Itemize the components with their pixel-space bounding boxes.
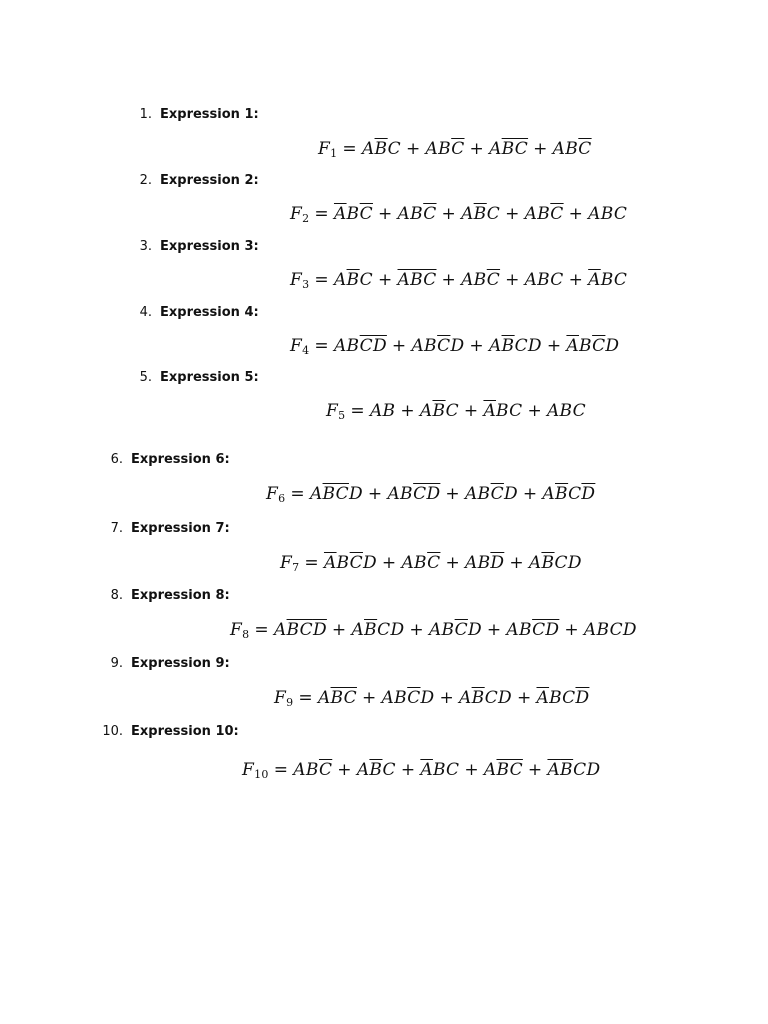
- variable: A: [464, 484, 478, 504]
- variable: A: [459, 688, 472, 708]
- formula-subscript: 3: [302, 278, 310, 291]
- formula-subscript: 8: [242, 628, 250, 641]
- complemented-variable: $\overline{C}$: [486, 270, 501, 290]
- formula-term: [588, 270, 627, 290]
- variable: A: [461, 204, 474, 224]
- variable: CD: [484, 688, 512, 708]
- variable: B: [424, 336, 438, 356]
- variable: D: [503, 484, 518, 504]
- item-number: 1.: [139, 107, 152, 122]
- complemented-variable: $\overline{CD}$: [413, 484, 441, 504]
- plus-sign: +: [509, 553, 524, 573]
- item-title: Expression 1:: [160, 107, 259, 122]
- plus-sign: +: [516, 688, 532, 708]
- item-title: Expression 3:: [160, 239, 259, 254]
- variable: B: [537, 204, 551, 224]
- equals-sign: =: [314, 336, 329, 356]
- variable: A: [356, 760, 370, 780]
- plus-sign: +: [505, 270, 520, 290]
- formula-lhs: $F_1$: [318, 139, 338, 160]
- equals-sign: =: [273, 760, 289, 780]
- formula-lhs: $F_{10}$: [242, 760, 269, 781]
- variable: A: [483, 760, 497, 780]
- plus-sign: +: [445, 484, 460, 504]
- equals-sign: =: [298, 688, 313, 708]
- variable: D: [450, 336, 465, 356]
- plus-sign: +: [469, 336, 484, 356]
- boolean-formula-3: [290, 269, 627, 291]
- formula-term: [420, 760, 459, 780]
- formula-subscript: 4: [302, 344, 310, 357]
- complemented-variable: $\overline{D}$: [581, 484, 596, 504]
- variable: B: [579, 336, 593, 356]
- formula-term: [525, 270, 564, 290]
- plus-sign: +: [527, 760, 543, 780]
- expression-label-3: [128, 239, 259, 255]
- variable: A: [273, 620, 287, 640]
- formula-term: [274, 620, 327, 640]
- variable: C: [568, 484, 582, 504]
- item-number: 8.: [110, 588, 123, 603]
- variable: B: [336, 553, 350, 573]
- complemented-variable: $\overline{A}$: [420, 760, 433, 780]
- variable: A: [524, 204, 538, 224]
- expression-label-4: [128, 305, 259, 321]
- variable: A: [333, 270, 347, 290]
- complemented-variable: $\overline{B}$: [374, 139, 388, 159]
- variable: A: [465, 553, 478, 573]
- item-number: 2.: [139, 173, 152, 188]
- item-title: Expression 6:: [131, 452, 230, 467]
- complemented-variable: $\overline{BC}$: [501, 139, 529, 159]
- variable: B: [414, 553, 428, 573]
- formula-term: [398, 204, 437, 224]
- complemented-variable: $\overline{C}$: [437, 336, 451, 356]
- complemented-variable: $\overline{A}$: [588, 270, 601, 290]
- variable: ABC: [524, 270, 564, 290]
- plus-sign: +: [409, 620, 424, 640]
- boolean-formula-6: [266, 483, 595, 505]
- item-number: 6.: [110, 452, 123, 467]
- formula-term: [529, 553, 582, 573]
- variable: BC: [549, 688, 576, 708]
- formula-term: [362, 139, 401, 159]
- plus-sign: +: [361, 688, 377, 708]
- formula-term: [536, 688, 589, 708]
- formula-term: [334, 270, 373, 290]
- variable: A: [461, 270, 474, 290]
- item-title: Expression 5:: [160, 370, 259, 385]
- expression-label-6: [99, 452, 230, 468]
- variable: A: [309, 484, 323, 504]
- plus-sign: +: [527, 401, 542, 421]
- equals-sign: =: [342, 139, 357, 159]
- variable: C: [445, 401, 459, 421]
- item-title: Expression 4:: [160, 305, 259, 320]
- formula-term: [351, 620, 404, 640]
- complemented-variable: $\overline{C}$: [490, 484, 504, 504]
- expression-label-10: [99, 724, 239, 740]
- variable: A: [293, 760, 306, 780]
- variable: BC: [600, 270, 628, 290]
- variable: C: [486, 204, 501, 224]
- complemented-variable: $\overline{C}$: [592, 336, 606, 356]
- plus-sign: +: [337, 760, 352, 780]
- boolean-formula-1: [318, 138, 592, 160]
- complemented-variable: $\overline{D}$: [575, 688, 590, 708]
- formula-term: [411, 336, 464, 356]
- formula-lhs: $F_5$: [326, 401, 346, 422]
- complemented-variable: $\overline{A}$: [323, 553, 337, 573]
- complemented-variable: $\overline{B}$: [346, 270, 360, 290]
- variable: B: [441, 620, 455, 640]
- equals-sign: =: [290, 484, 305, 504]
- complemented-variable: $\overline{B}$: [473, 204, 487, 224]
- formula-term: [542, 484, 595, 504]
- complemented-variable: $\overline{A}$: [483, 401, 497, 421]
- formula-term: [461, 204, 500, 224]
- variable: A: [528, 553, 542, 573]
- item-title: Expression 9:: [131, 656, 230, 671]
- formula-term: [566, 336, 619, 356]
- formula-term: [489, 336, 542, 356]
- formula-term: [401, 553, 440, 573]
- complemented-variable: $\overline{CD}$: [359, 336, 387, 356]
- formula-term: [370, 401, 395, 421]
- expression-label-2: [128, 173, 259, 189]
- expression-label-7: [99, 521, 230, 537]
- variable: AB: [387, 484, 414, 504]
- item-number: 5.: [139, 370, 152, 385]
- variable: AB: [333, 336, 360, 356]
- formula-term: [465, 484, 518, 504]
- variable: A: [489, 139, 502, 159]
- complemented-variable: $\overline{B}$: [471, 688, 485, 708]
- equals-sign: =: [314, 270, 329, 290]
- complemented-variable: $\overline{A}$: [566, 336, 579, 356]
- complemented-variable: $\overline{C}$: [359, 204, 373, 224]
- variable: A: [397, 204, 411, 224]
- plus-sign: +: [445, 553, 460, 573]
- complemented-variable: $\overline{C}$: [407, 688, 421, 708]
- formula-subscript: 1: [330, 147, 338, 160]
- formula-subscript: 7: [292, 561, 300, 574]
- variable: B: [305, 760, 319, 780]
- variable: A: [488, 336, 502, 356]
- variable: B: [438, 139, 452, 159]
- formula-term: [465, 553, 504, 573]
- boolean-formula-7: [280, 552, 582, 574]
- variable: BC: [496, 401, 523, 421]
- plus-sign: +: [441, 270, 457, 290]
- formula-term: [588, 204, 627, 224]
- item-title: Expression 10:: [131, 724, 239, 739]
- plus-sign: +: [439, 688, 454, 708]
- formula-lhs: $F_7$: [280, 553, 300, 574]
- formula-subscript: 6: [278, 492, 286, 505]
- formula-term: [584, 620, 637, 640]
- item-title: Expression 8:: [131, 588, 230, 603]
- boolean-formula-10: [242, 759, 600, 781]
- expression-label-9: [99, 656, 230, 672]
- variable: A: [552, 139, 566, 159]
- boolean-formula-8: [230, 619, 637, 641]
- variable: D: [348, 484, 363, 504]
- formula-subscript: 9: [286, 696, 294, 709]
- formula-term: [429, 620, 482, 640]
- complemented-variable: $\overline{A}$: [536, 688, 550, 708]
- boolean-formula-4: [290, 335, 619, 357]
- formula-term: [318, 688, 357, 708]
- item-number: 7.: [110, 521, 123, 536]
- plus-sign: +: [377, 270, 393, 290]
- complemented-variable: $\overline{C}$: [550, 204, 564, 224]
- complemented-variable: $\overline{CD}$: [532, 620, 560, 640]
- complemented-variable: $\overline{D}$: [490, 553, 505, 573]
- variable: AB: [369, 401, 396, 421]
- plus-sign: +: [486, 620, 502, 640]
- plus-sign: +: [522, 484, 538, 504]
- plus-sign: +: [463, 401, 479, 421]
- variable: A: [317, 688, 331, 708]
- plus-sign: +: [505, 204, 520, 224]
- plus-sign: +: [568, 270, 584, 290]
- item-number: 4.: [139, 305, 152, 320]
- item-title: Expression 7:: [131, 521, 230, 536]
- plus-sign: +: [568, 204, 584, 224]
- formula-subscript: 5: [338, 409, 346, 422]
- complemented-variable: $\overline{B}$: [560, 760, 574, 780]
- plus-sign: +: [381, 553, 397, 573]
- complemented-variable: $\overline{C}$: [578, 139, 592, 159]
- plus-sign: +: [391, 336, 407, 356]
- variable: D: [362, 553, 377, 573]
- plus-sign: +: [533, 139, 548, 159]
- variable: D: [467, 620, 482, 640]
- formula-term: [334, 204, 373, 224]
- formula-term: [547, 401, 586, 421]
- variable: B: [410, 204, 424, 224]
- formula-term: [293, 760, 332, 780]
- variable: B: [394, 688, 408, 708]
- variable: C: [387, 139, 401, 159]
- formula-term: [553, 139, 592, 159]
- formula-term: [310, 484, 363, 504]
- equals-sign: =: [314, 204, 329, 224]
- complemented-variable: $\overline{C}$: [423, 204, 437, 224]
- formula-lhs: $F_3$: [290, 270, 310, 291]
- item-title: Expression 2:: [160, 173, 259, 188]
- variable: C: [359, 270, 373, 290]
- formula-term: [426, 139, 465, 159]
- complemented-variable: $\overline{C}$: [349, 553, 363, 573]
- variable: D: [605, 336, 620, 356]
- formula-term: [525, 204, 564, 224]
- variable: ABC: [546, 401, 586, 421]
- complemented-variable: $\overline{BC}$: [496, 760, 523, 780]
- complemented-variable: $\overline{B}$: [364, 620, 378, 640]
- variable: B: [477, 553, 491, 573]
- formula-term: [461, 270, 500, 290]
- formula-term: [357, 760, 396, 780]
- variable: A: [425, 139, 439, 159]
- formula-term: [459, 688, 512, 708]
- formula-subscript: 2: [302, 212, 310, 225]
- expression-label-8: [99, 588, 230, 604]
- formula-lhs: $F_8$: [230, 620, 250, 641]
- formula-term: [506, 620, 559, 640]
- complemented-variable: $\overline{A}$: [333, 204, 347, 224]
- variable: AB: [506, 620, 533, 640]
- complemented-variable: $\overline{BC}$: [330, 688, 357, 708]
- equals-sign: =: [304, 553, 319, 573]
- equals-sign: =: [350, 401, 365, 421]
- complemented-variable: $\overline{B}$: [541, 553, 555, 573]
- formula-term: [547, 760, 600, 780]
- variable: ABCD: [583, 620, 637, 640]
- formula-subscript: 10: [254, 768, 269, 781]
- formula-lhs: $F_2$: [290, 204, 310, 225]
- formula-term: [484, 760, 523, 780]
- formula-term: [483, 401, 522, 421]
- variable: A: [411, 336, 425, 356]
- plus-sign: +: [405, 139, 421, 159]
- complemented-variable: $\overline{ABC}$: [397, 270, 437, 290]
- boolean-formula-2: [290, 203, 627, 225]
- complemented-variable: $\overline{C}$: [318, 760, 333, 780]
- item-number: 3.: [139, 239, 152, 254]
- complemented-variable: $\overline{B}$: [369, 760, 383, 780]
- plus-sign: +: [367, 484, 383, 504]
- plus-sign: +: [400, 401, 415, 421]
- formula-lhs: $F_9$: [274, 688, 294, 709]
- plus-sign: +: [441, 204, 457, 224]
- plus-sign: +: [469, 139, 485, 159]
- variable: A: [361, 139, 375, 159]
- variable: A: [351, 620, 365, 640]
- variable: A: [428, 620, 442, 640]
- variable: CD: [573, 760, 601, 780]
- complemented-variable: $\overline{BC}$: [286, 620, 313, 640]
- complemented-variable: $\overline{C}$: [454, 620, 468, 640]
- item-number: 10.: [102, 724, 123, 739]
- variable: A: [381, 688, 395, 708]
- variable: BC: [432, 760, 460, 780]
- formula-lhs: $F_6$: [266, 484, 286, 505]
- equals-sign: =: [254, 620, 269, 640]
- variable: CD: [554, 553, 582, 573]
- boolean-formula-9: [274, 687, 589, 709]
- variable: CD: [377, 620, 405, 640]
- boolean-formula-5: [326, 400, 586, 422]
- variable: D: [420, 688, 435, 708]
- formula-lhs: $F_4$: [290, 336, 310, 357]
- variable: B: [565, 139, 579, 159]
- formula-term: [324, 553, 377, 573]
- plus-sign: +: [546, 336, 562, 356]
- plus-sign: +: [331, 620, 347, 640]
- formula-term: [387, 484, 440, 504]
- complemented-variable: $\overline{B}$: [555, 484, 569, 504]
- variable: ABC: [588, 204, 628, 224]
- complemented-variable: $\overline{B}$: [432, 401, 446, 421]
- variable: B: [473, 270, 487, 290]
- variable: C: [382, 760, 396, 780]
- variable: A: [419, 401, 433, 421]
- variable: B: [477, 484, 491, 504]
- complemented-variable: $\overline{D}$: [312, 620, 327, 640]
- complemented-variable: $\overline{C}$: [451, 139, 465, 159]
- item-number: 9.: [110, 656, 123, 671]
- variable: A: [401, 553, 415, 573]
- complemented-variable: $\overline{B}$: [501, 336, 515, 356]
- formula-term: [489, 139, 528, 159]
- expression-label-5: [128, 370, 259, 386]
- complemented-variable: $\overline{BC}$: [322, 484, 349, 504]
- formula-term: [382, 688, 435, 708]
- variable: A: [542, 484, 555, 504]
- complemented-variable: $\overline{C}$: [427, 553, 441, 573]
- plus-sign: +: [377, 204, 393, 224]
- formula-term: [420, 401, 459, 421]
- complemented-variable: $\overline{A}$: [547, 760, 561, 780]
- expression-label-1: [128, 107, 259, 123]
- variable: CD: [514, 336, 542, 356]
- variable: B: [346, 204, 360, 224]
- formula-term: [334, 336, 387, 356]
- plus-sign: +: [400, 760, 416, 780]
- formula-term: [398, 270, 437, 290]
- plus-sign: +: [464, 760, 479, 780]
- plus-sign: +: [564, 620, 579, 640]
